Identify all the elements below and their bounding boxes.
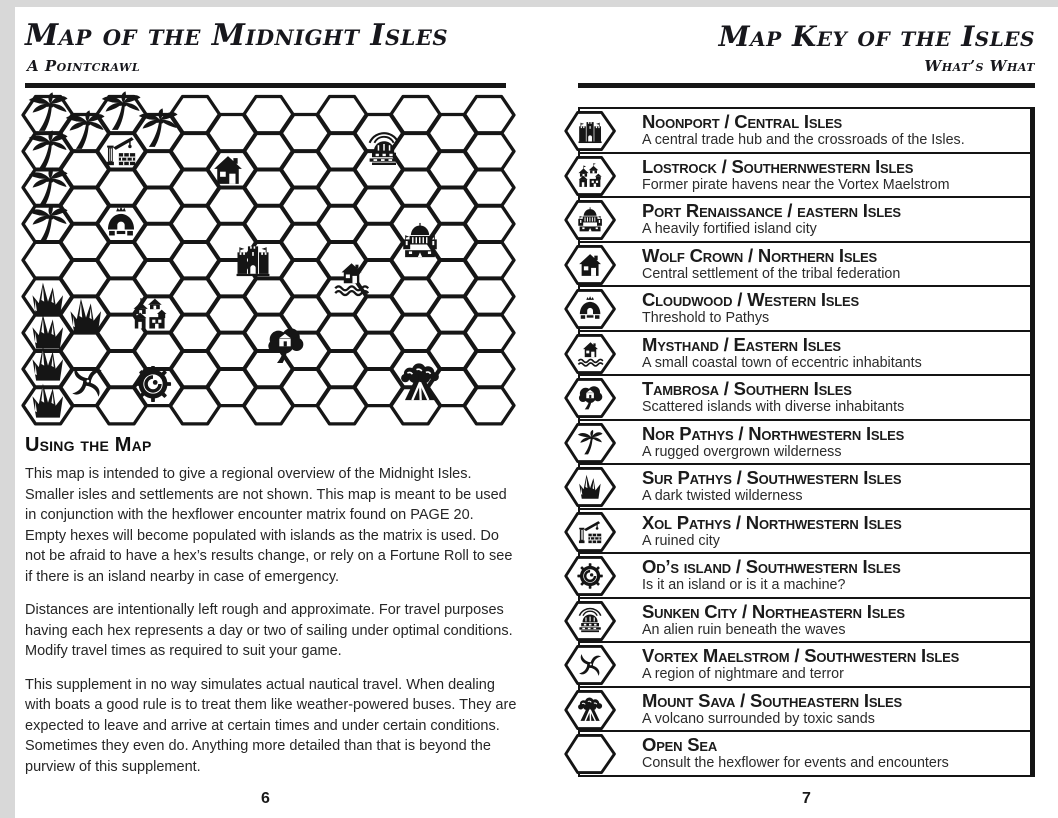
key-entry-description: A volcano surrounded by toxic sands [642, 710, 875, 727]
map-key-row [580, 465, 1030, 510]
body-paragraph: This map is intended to give a regional overview of the Midnight Isles. Smaller isles and settlements are not shown. This map is meant to be used in conjunction with the hexflower encounter matrix found on PAGE 20. Empty hexes will become populated with islands as the matrix is used. Do not be afraid to have a hex’s results change, or rely on a Fortune Roll to see if there is an island nearby in case of emergency. [25, 466, 513, 585]
key-hex-icon [563, 644, 621, 686]
right-page-title: Map Key of the Isles [718, 20, 1035, 53]
village-icon [134, 295, 167, 329]
key-entry-title: Mount Sava / Southeastern Isles [642, 689, 902, 711]
map-key-table [578, 107, 1035, 777]
map-hex [464, 97, 514, 134]
map-hex [244, 169, 294, 206]
key-hex-icon [563, 377, 621, 419]
map-key-row [580, 109, 1030, 154]
map-hex [97, 387, 147, 424]
map-hex [317, 97, 367, 134]
map-hex [170, 314, 220, 351]
map-hex [133, 260, 183, 297]
map-hex [280, 223, 330, 260]
map-hex [354, 260, 404, 297]
vortex-icon [72, 367, 101, 396]
map-hex [244, 278, 294, 315]
map-key-row [580, 599, 1030, 644]
left-page-number: 6 [261, 790, 270, 807]
key-entry-title: Lostrock / Southernwestern Isles [642, 155, 914, 177]
map-hex [280, 260, 330, 297]
map-hex [464, 351, 514, 388]
map-hex [170, 242, 220, 279]
map-hex [317, 169, 367, 206]
map-hex [60, 332, 110, 369]
gear-icon [135, 366, 171, 402]
map-hex [427, 260, 477, 297]
castle-icon [237, 246, 270, 276]
key-hex-icon [563, 333, 621, 375]
key-entry-title: Sur Pathys / Southwestern Isles [642, 467, 902, 489]
map-hex [244, 97, 294, 134]
key-entry-title: Tambrosa / Southern Isles [642, 378, 852, 400]
key-entry-text [642, 688, 1030, 727]
map-hex [317, 278, 367, 315]
key-entry-title: Xol Pathys / Northwestern Isles [642, 511, 902, 533]
map-key-row [580, 688, 1030, 733]
key-entry-description: A dark twisted wilderness [642, 488, 803, 505]
map-hex [170, 278, 220, 315]
map-hex [133, 187, 183, 224]
key-entry-title: Noonport / Central Isles [642, 111, 843, 132]
spiky-icon [32, 283, 63, 317]
key-entry-description: A small coastal town of eccentric inhabitants [642, 354, 922, 371]
map-hex [317, 205, 367, 242]
map-hex [60, 223, 110, 260]
map-hex [464, 169, 514, 206]
key-entry-text [642, 154, 1030, 193]
map-hex [464, 205, 514, 242]
map-key-row [580, 510, 1030, 555]
map-hex [97, 242, 147, 279]
key-entry-description: Threshold to Pathys [642, 310, 770, 327]
key-hex-icon [563, 422, 621, 464]
left-page-subtitle: A Pointcrawl [27, 57, 141, 75]
map-hex [244, 205, 294, 242]
map-hex [427, 151, 477, 188]
map-hex [391, 97, 441, 134]
key-entry-description: Scattered islands with diverse inhabitants [642, 399, 905, 416]
key-entry-description: Consult the hexflower for events and encounters [642, 755, 949, 772]
map-hex [427, 115, 477, 152]
palm-icon [29, 130, 68, 169]
map-hex [280, 296, 330, 333]
key-entry-title: Nor Pathys / Northwestern Isles [642, 422, 905, 444]
map-hex [464, 133, 514, 170]
map-hex [280, 187, 330, 224]
key-entry-description: An alien ruin beneath the waves [642, 621, 846, 638]
key-entry-description: Is it an island or is it a machine? [642, 577, 846, 594]
map-key-row [580, 198, 1030, 243]
key-entry-title: Cloudwood / Western Isles [642, 289, 859, 311]
map-hex [133, 332, 183, 369]
right-title-rule [578, 83, 1035, 88]
key-entry-text [642, 243, 1030, 282]
map-hex [464, 314, 514, 351]
key-hex-icon [563, 600, 621, 642]
map-hex [60, 187, 110, 224]
key-entry-title: Sunken City / Northeastern Isles [642, 600, 905, 622]
map-key-row [580, 421, 1030, 466]
map-hex [207, 296, 257, 333]
key-entry-text [642, 599, 1030, 638]
key-entry-text [642, 198, 1030, 237]
map-hex [170, 169, 220, 206]
section-heading: Using the Map [25, 434, 152, 456]
hut-icon [108, 207, 134, 236]
map-hex [23, 242, 73, 279]
map-hex [60, 260, 110, 297]
port-icon [403, 223, 437, 257]
body-paragraph: Distances are intentionally left rough and approximate. For travel purposes having each hex represents a day or two of sailing under optimal conditions. Modify travel times as required to suit your game. [25, 602, 513, 659]
map-hex [317, 314, 367, 351]
map-key-row [580, 643, 1030, 688]
map-hex [354, 296, 404, 333]
map-hex [170, 97, 220, 134]
map-hex [354, 187, 404, 224]
key-hex-icon [563, 555, 621, 597]
key-entry-title: Od’s island / Southwestern Isles [642, 556, 901, 578]
map-hex [170, 133, 220, 170]
spiky-icon [70, 299, 101, 333]
key-hex-icon [563, 155, 621, 197]
map-key-row [580, 554, 1030, 599]
map-hex [280, 151, 330, 188]
map-hex [133, 223, 183, 260]
map-hex [170, 351, 220, 388]
key-entry-description: A rugged overgrown wilderness [642, 443, 842, 460]
map-hex [354, 369, 404, 406]
key-entry-description: A region of nightmare and terror [642, 666, 844, 683]
left-page-title: Map of the Midnight Isles [25, 18, 449, 53]
map-hex [280, 369, 330, 406]
key-entry-text [642, 732, 1030, 771]
hex-map [0, 0, 530, 436]
map-hex [427, 332, 477, 369]
key-entry-text [642, 643, 1030, 682]
key-entry-text [642, 332, 1030, 371]
map-hex [60, 151, 110, 188]
map-hex [427, 187, 477, 224]
key-hex-icon [563, 689, 621, 731]
right-page-number: 7 [802, 790, 811, 807]
key-entry-description: A heavily fortified island city [642, 221, 817, 238]
map-hex [207, 369, 257, 406]
key-entry-text [642, 421, 1030, 460]
map-hex [170, 387, 220, 424]
map-hex [317, 387, 367, 424]
key-entry-text [642, 376, 1030, 415]
key-entry-title: Port Renaissance / eastern Isles [642, 200, 901, 222]
key-entry-description: A ruined city [642, 532, 720, 549]
map-key-row [580, 243, 1030, 288]
map-hex [207, 187, 257, 224]
key-hex-icon [563, 288, 621, 330]
map-hex [391, 314, 441, 351]
map-hex [317, 133, 367, 170]
key-entry-text [642, 510, 1030, 549]
map-hex [464, 387, 514, 424]
map-key-row [580, 287, 1030, 332]
key-entry-text [642, 554, 1030, 593]
right-page-subtitle: What’s What [924, 57, 1035, 75]
map-hex [427, 296, 477, 333]
key-entry-description: Former pirate havens near the Vortex Maelstrom [642, 176, 950, 193]
key-entry-title: Mysthand / Eastern Isles [642, 333, 841, 355]
map-hex [133, 151, 183, 188]
map-hex [280, 115, 330, 152]
map-hex [354, 223, 404, 260]
map-hex [207, 115, 257, 152]
key-entry-title: Wolf Crown / Northern Isles [642, 244, 878, 266]
key-hex-icon [563, 199, 621, 241]
map-hex [244, 351, 294, 388]
key-entry-title: Vortex Maelstrom / Southwestern Isles [642, 645, 960, 667]
map-key-row [580, 376, 1030, 421]
map-key-row [580, 732, 1030, 775]
map-hex [464, 278, 514, 315]
key-entry-text [642, 287, 1030, 326]
map-key-row [580, 154, 1030, 199]
map-hex [354, 332, 404, 369]
map-hex [317, 351, 367, 388]
map-hex [391, 133, 441, 170]
map-hex [207, 332, 257, 369]
map-hex [317, 242, 367, 279]
spiky-icon [32, 315, 63, 349]
map-hex [391, 278, 441, 315]
key-entry-title: Open Sea [642, 734, 718, 756]
key-hex-icon [563, 466, 621, 508]
key-hex-icon [563, 244, 621, 286]
using-the-map-section [25, 434, 517, 790]
key-hex-icon [563, 733, 621, 775]
key-hex-icon [563, 110, 621, 152]
house-icon [214, 156, 242, 184]
key-entry-text [642, 465, 1030, 504]
ruin-icon [107, 137, 135, 165]
key-entry-description: A central trade hub and the crossroads of the Isles. [642, 132, 965, 148]
map-hex [244, 387, 294, 424]
map-hex [170, 205, 220, 242]
key-entry-text [642, 109, 1030, 148]
key-hex-icon [563, 511, 621, 553]
map-hex [244, 133, 294, 170]
body-paragraph: This supplement in no way simulates actual nautical travel. When dealing with boats a good rule is to treat them like weather-powered buses. They are expected to leave and arrive at certain times and under certain conditions. Sometimes they even do. Anything more detailed than that is beyond the purview of this supplement. [25, 676, 517, 775]
map-hex [97, 169, 147, 206]
map-hex [464, 242, 514, 279]
map-key-row [580, 332, 1030, 377]
key-entry-description: Central settlement of the tribal federation [642, 265, 901, 282]
map-hex [391, 169, 441, 206]
